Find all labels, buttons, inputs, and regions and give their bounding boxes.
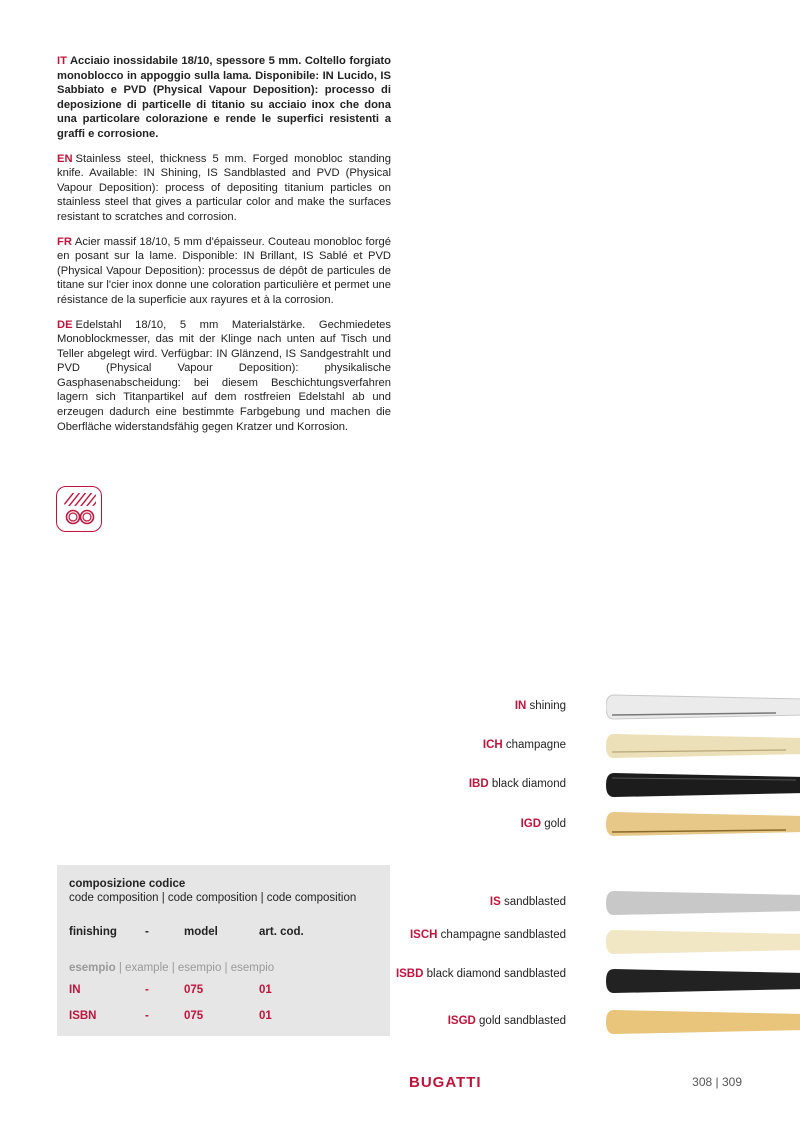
- code-box-example-label: esempio | example | esempio | esempio: [69, 962, 275, 974]
- code-box-title: composizione codice: [69, 878, 186, 890]
- code-box-header-row: [69, 925, 378, 939]
- finish-label-isgd: ISGD gold sandblasted: [447, 1015, 566, 1027]
- dishwasher-safe-icon: [56, 486, 102, 532]
- table-row: IN - 075 01: [69, 984, 272, 996]
- finish-swatch-in: [606, 691, 800, 721]
- description-de: [57, 318, 391, 435]
- description-it-text: Acciaio inossidabile 18/10, spessore 5 mm. Coltello forgiato monoblocco in appoggio sulla lama. Disponibile: IN Lucido, IS Sabbiato e PVD (Physical Vapour Deposition): processo di deposizione di particelle di titanio su acciaio inox che dona una particolare colorazione e rende le superfici resistenti a graffi e corrosione.: [57, 55, 391, 140]
- description-fr: [57, 235, 391, 308]
- finish-label-ich: ICH champagne: [482, 739, 566, 751]
- description-de-text: Edelstahl 18/10, 5 mm Materialstärke. Gechmiedetes Monoblockmesser, das mit der Klinge nach unten auf Tisch und Teller abgelegt wird. Verfügbar: IN Glänzend, IS Sandgestrahlt und PVD (Physical Vapour Deposition): physikalische Gasphasenabscheidung: bei diesem Beschichtungsverfahren lagern sich Titanpartikel auf dem rostfreien Edelstahl ab und erzeugen dadurch eine bestimmte Farbgebung und machen die Oberfläche widerstandsfähig gegen Kratzer und Korrosion.: [57, 318, 391, 433]
- finish-label-in: IN shining: [514, 700, 566, 712]
- code-composition-box: [57, 865, 390, 1036]
- page-numbers: 308 | 309: [692, 1075, 742, 1089]
- lang-code-fr: FR: [57, 235, 72, 248]
- finish-swatch-isbd: [606, 965, 800, 995]
- table-row: ISBN - 075 01: [69, 1010, 272, 1022]
- finish-swatch-igd: [606, 808, 800, 838]
- lang-code-it: IT: [57, 55, 67, 67]
- header-finishing: finishing: [69, 926, 117, 938]
- header-model: model: [184, 926, 218, 938]
- description-fr-text: Acier massif 18/10, 5 mm d'épaisseur. Couteau monobloc forgé en posant sur la lame. Disponible: IN Brillant, IS Sablé et PVD (Physical Vapour Deposition): processus de dépôt de particules de titane sur l'cier inox donne une coloration particulière et permet une résistance de la superficie aux rayures et à la corrosion.: [57, 235, 391, 306]
- description-it: [57, 54, 391, 142]
- header-art-cod: art. cod.: [259, 926, 304, 938]
- finish-swatch-is: [606, 887, 800, 917]
- finish-label-isch: ISCH champagne sandblasted: [409, 929, 566, 941]
- header-dash: -: [145, 926, 149, 938]
- finish-swatch-isgd: [606, 1006, 800, 1036]
- description-en-text: Stainless steel, thickness 5 mm. Forged monobloc standing knife. Available: IN Shining, IS Sandblasted and PVD (Physical Vapour Deposition): process of depositing titanium particles on stainless steel that gives a particular color and make the surfaces resistant to scratches and corrosion.: [57, 152, 391, 223]
- code-box-subtitle: code composition | code composition | code composition: [69, 892, 357, 904]
- finish-swatch-ich: [606, 730, 800, 760]
- finish-label-isbd: ISBD black diamond sandblasted: [395, 968, 566, 980]
- finish-label-is: IS sandblasted: [489, 896, 566, 908]
- lang-code-en: EN: [57, 152, 73, 165]
- finish-swatch-ibd: [606, 769, 800, 799]
- brand-logo: BUGATTI: [409, 1074, 482, 1091]
- description-en: [57, 152, 391, 225]
- finish-label-igd: IGD gold: [520, 818, 566, 830]
- finish-swatch-isch: [606, 926, 800, 956]
- finish-label-ibd: IBD black diamond: [468, 778, 566, 790]
- description-column: [57, 54, 391, 444]
- lang-code-de: DE: [57, 318, 73, 331]
